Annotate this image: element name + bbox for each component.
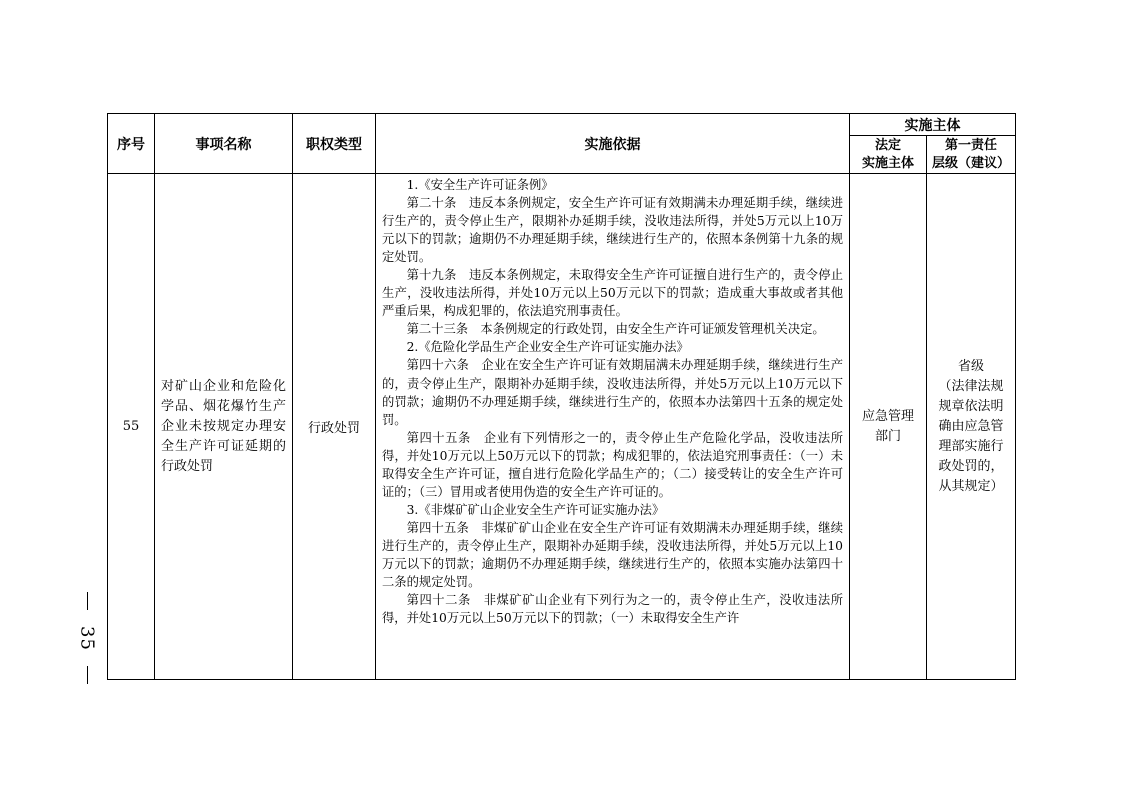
basis-para: 1.《安全生产许可证条例》 — [406, 178, 554, 192]
header-legal-subject — [850, 136, 927, 174]
header-seq: 序号 — [108, 114, 155, 174]
row-level-main: 省级 — [957, 358, 984, 374]
header-name: 事项名称 — [155, 114, 293, 174]
row-seq: 55 — [108, 174, 155, 680]
basis-para: 第四十六条 企业在安全生产许可证有效期届满未办理延期手续，继续进行生产的，责令停止生产，限期补办延期手续，没收违法所得，并处5万元以上10万元以下的罚款；逾期仍不办理延期手续，继续进行生产的，依照本办法第四十五条的规定处罚。 — [382, 358, 843, 427]
basis-para: 第二十条 违反本条例规定，安全生产许可证有效期满未办理延期手续，继续进行生产的，责令停止生产，限期补办延期手续，没收违法所得，并处5万元以上10万元以下的罚款；逾期仍不办理延期手续，继续进行生产的，依照本条例第十九条的规定处罚。 — [382, 196, 843, 265]
row-type: 行政处罚 — [293, 174, 376, 680]
row-first-responsibility — [927, 174, 1016, 680]
header-basis: 实施依据 — [376, 114, 850, 174]
basis-para: 2.《危险化学品生产企业安全生产许可证实施办法》 — [406, 340, 689, 355]
header-first-responsibility-line1: 第一责任 — [944, 137, 997, 153]
row-legal-subject-text: 应急管理部门 — [861, 408, 914, 444]
header-first-responsibility-line2: 层级（建议） — [931, 155, 1010, 171]
header-first-responsibility — [927, 136, 1016, 174]
page-number-dash-bottom — [87, 666, 88, 684]
row-basis-content — [382, 176, 843, 679]
table-row — [108, 174, 1016, 680]
powers-table — [107, 113, 1016, 680]
header-legal-subject-line2: 实施主体 — [861, 155, 914, 171]
basis-para: 第四十二条 非煤矿矿山企业有下列行为之一的，责令停止生产，没收违法所得，并处10万元以上50万元以下的罚款；（一）未取得安全生产许 — [382, 593, 843, 626]
basis-para: 3.《非煤矿矿山企业安全生产许可证实施办法》 — [406, 502, 665, 517]
basis-para: 第十九条 违反本条例规定，未取得安全生产许可证擅自进行生产的，责令停止生产，没收违法所得，并处10万元以上50万元以下的罚款；造成重大事故或者其他严重后果，构成犯罪的，依法追究刑事责任。 — [382, 268, 843, 319]
row-name: 对矿山企业和危险化学品、烟花爆竹生产企业未按规定办理安全生产许可证延期的行政处罚 — [155, 174, 293, 680]
header-subject: 实施主体 — [850, 114, 1016, 136]
header-legal-subject-line1: 法定 — [874, 137, 901, 153]
basis-para: 第四十五条 企业有下列情形之一的，责令停止生产危险化学品，没收违法所得，并处10万元以上50万元以下的罚款；构成犯罪的，依法追究刑事责任：（一）未取得安全生产许可证，擅自进行危险化学品生产的；（二）接受转让的安全生产许可证的；（三）冒用或者使用伪造的安全生产许可证的。 — [382, 430, 843, 499]
page-number — [75, 592, 99, 684]
basis-para: 第二十三条 本条例规定的行政处罚，由安全生产许可证颁发管理机关决定。 — [406, 322, 825, 337]
basis-para: 第四十五条 非煤矿矿山企业在安全生产许可证有效期满未办理延期手续，继续进行生产的，责令停止生产，限期补办延期手续，没收违法所得，并处5万元以上10万元以下的罚款；逾期仍不办理延期手续，继续进行生产的，依照本实施办法第四十二条的规定处罚。 — [382, 520, 843, 590]
row-legal-subject — [850, 174, 927, 680]
page-number-text: 35 — [76, 625, 98, 651]
row-level-note: （法律法规规章依法明确由应急管理部实施行政处罚的，从其规定） — [938, 378, 1004, 494]
header-type: 职权类型 — [293, 114, 376, 174]
page-number-dash-top — [87, 592, 88, 610]
row-basis — [376, 174, 850, 680]
